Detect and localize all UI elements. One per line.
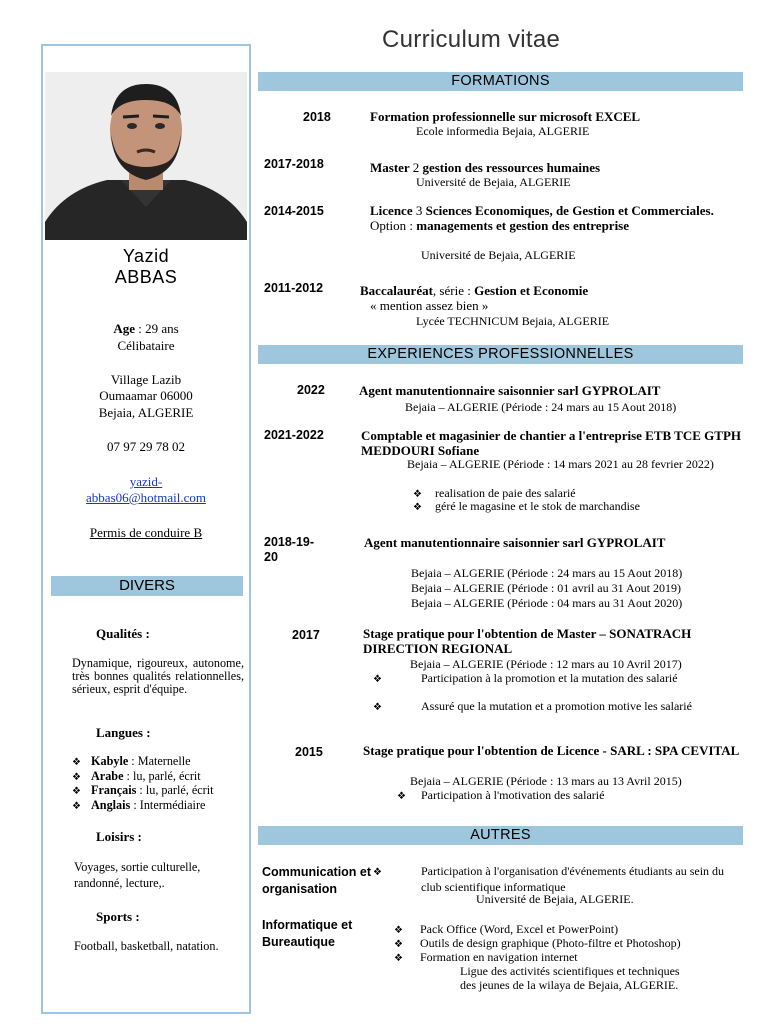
diamond-bullet-icon: ❖ [72, 786, 81, 798]
experience-title: Stage pratique pour l'obtention de Master – SONATRACH DIRECTION REGIONAL [363, 626, 692, 656]
formation-year: 2018 [303, 110, 331, 124]
formation-year: 2011-2012 [264, 281, 324, 295]
diamond-bullet-icon: ❖ [397, 791, 406, 802]
communication-extra: Université de Bejaia, ALGERIE. [476, 892, 634, 906]
diamond-bullet-icon: ❖ [394, 925, 403, 936]
formation-title: Formation professionnelle sur microsoft EXCEL [370, 109, 641, 124]
informatique-label: Informatique et Bureautique [262, 918, 353, 949]
experience-title: Agent manutentionnaire saisonnier sarl GYPROLAIT [359, 383, 661, 398]
experience-year: 2021-2022 [264, 428, 324, 442]
diamond-bullet-icon: ❖ [72, 800, 81, 812]
experience-bullet: ❖ géré le magasine et le stok de marchandise [413, 499, 640, 513]
address-line1: Village Lazib [110, 372, 182, 387]
formations-header: FORMATIONS [258, 72, 743, 91]
autres-header: AUTRES [258, 826, 743, 845]
formation-institution: Ecole informedia Bejaia, ALGERIE [416, 124, 590, 138]
language-item: ❖ Arabe : lu, parlé, écrit [72, 768, 201, 783]
communication-bullet: ❖ Participation à l'organisation d'événements étudiants au sein du club scientifique informatique [373, 864, 725, 894]
formation-mention: « mention assez bien » [370, 298, 489, 313]
experience-period: Bejaia – ALGERIE (Période : 04 mars au 31 Aout 2020) [411, 596, 683, 610]
phone: 07 97 29 78 02 [107, 439, 185, 454]
formation-title: Baccalauréat, série : Gestion et Economie [360, 283, 589, 298]
diamond-bullet-icon: ❖ [72, 771, 81, 783]
informatique-bullet: ❖ Pack Office (Word, Excel et PowerPoint) [394, 922, 619, 936]
formation-year: 2014-2015 [264, 204, 324, 218]
informatique-bullet: ❖ Formation en navigation internet [394, 950, 578, 964]
experience-year: 2015 [295, 745, 323, 759]
formation-institution: Université de Bejaia, ALGERIE [416, 175, 571, 189]
email-link[interactable]: yazid- abbas06@hotmail.com [86, 474, 206, 505]
informatique-extra: des jeunes de la wilaya de Bejaia, ALGERIE. [460, 978, 679, 992]
driving-license: Permis de conduire B [89, 525, 203, 540]
diamond-bullet-icon: ❖ [413, 489, 422, 500]
experience-bullet: ❖ realisation de paie des salarié [413, 486, 576, 500]
language-item: ❖ Anglais : Intermédiaire [72, 797, 206, 812]
informatique-bullet: ❖ Outils de design graphique (Photo-filtre et Photoshop) [394, 936, 681, 950]
formation-title: Licence 3 Sciences Economiques, de Gestion et Commerciales. Option : managements et gestion des entreprise [370, 203, 714, 233]
diamond-bullet-icon: ❖ [394, 953, 403, 964]
sidebar [41, 44, 251, 1014]
experience-title: Comptable et magasinier de chantier a l'entreprise ETB TCE GTPH MEDDOURI Sofiane [361, 428, 742, 458]
experience-title: Stage pratique pour l'obtention de Licence - SARL : SPA CEVITAL [363, 743, 740, 758]
experience-year: 2017 [292, 628, 320, 642]
experience-period: Bejaia – ALGERIE (Période : 01 avril au 31 Aout 2019) [411, 581, 681, 595]
loisirs-label: Loisirs : [96, 829, 142, 844]
language-item: ❖ Kabyle : Maternelle [72, 754, 191, 768]
langues-label: Langues : [96, 725, 151, 740]
experience-period: Bejaia – ALGERIE (Période : 12 mars au 10 Avril 2017) [410, 657, 682, 671]
communication-label: Communication et organisation [262, 865, 372, 896]
experience-year: 2022 [297, 383, 325, 397]
loisirs-text: Voyages, sortie culturelle, randonné, lecture,. [74, 860, 201, 890]
qualites-text: Dynamique, rigoureux, autonome, très bonnes qualités relationnelles, sérieux, esprit d'équipe. [72, 656, 244, 696]
language-item: ❖ Français : lu, parlé, écrit [72, 783, 214, 798]
diamond-bullet-icon: ❖ [72, 757, 81, 768]
first-name: Yazid [122, 246, 170, 266]
diamond-bullet-icon: ❖ [394, 939, 403, 950]
last-name: ABBAS [114, 267, 178, 287]
diamond-bullet-icon: ❖ [373, 867, 382, 878]
profile-photo [45, 72, 247, 240]
age: Age : 29 ans [113, 321, 179, 336]
sports-text: Football, basketball, natation. [74, 939, 219, 953]
divers-header: DIVERS [51, 576, 243, 596]
diamond-bullet-icon: ❖ [413, 502, 422, 513]
formation-title: Master 2 gestion des ressources humaines [370, 160, 601, 175]
qualites-label: Qualités : [96, 626, 150, 641]
diamond-bullet-icon: ❖ [373, 702, 382, 713]
experience-period: Bejaia – ALGERIE (Période : 24 mars au 15 Aout 2018) [411, 566, 683, 580]
experience-bullet: ❖ Assuré que la mutation et a promotion motive les salarié [373, 699, 692, 713]
address-line3: Bejaia, ALGERIE [98, 405, 194, 420]
experience-bullet: ❖ Participation à l'motivation des salarié [397, 788, 605, 802]
experience-bullet: ❖ Participation à la promotion et la mutation des salarié [373, 671, 678, 685]
experience-year: 2018-19- 20 [264, 535, 315, 564]
experience-title: Agent manutentionnaire saisonnier sarl GYPROLAIT [364, 535, 666, 550]
sports-label: Sports : [96, 909, 140, 924]
formation-institution: Université de Bejaia, ALGERIE [421, 248, 576, 262]
diamond-bullet-icon: ❖ [373, 674, 382, 685]
formation-year: 2017-2018 [264, 157, 324, 171]
experience-period: Bejaia – ALGERIE (Période : 24 mars au 15 Aout 2018) [405, 400, 677, 414]
formation-institution: Lycée TECHNICUM Bejaia, ALGERIE [416, 314, 610, 328]
experience-period: Bejaia – ALGERIE (Période : 14 mars 2021 au 28 fevrier 2022) [407, 457, 714, 471]
langues-list [72, 755, 214, 813]
experiences-header: EXPERIENCES PROFESSIONNELLES [258, 345, 743, 364]
page-title: Curriculum vitae [382, 26, 561, 53]
address-line2: Oumaamar 06000 [99, 388, 193, 403]
marital-status: Célibataire [117, 338, 175, 353]
informatique-extra: Ligue des activités scientifiques et techniques [460, 964, 680, 978]
experience-period: Bejaia – ALGERIE (Période : 13 mars au 13 Avril 2015) [410, 774, 682, 788]
